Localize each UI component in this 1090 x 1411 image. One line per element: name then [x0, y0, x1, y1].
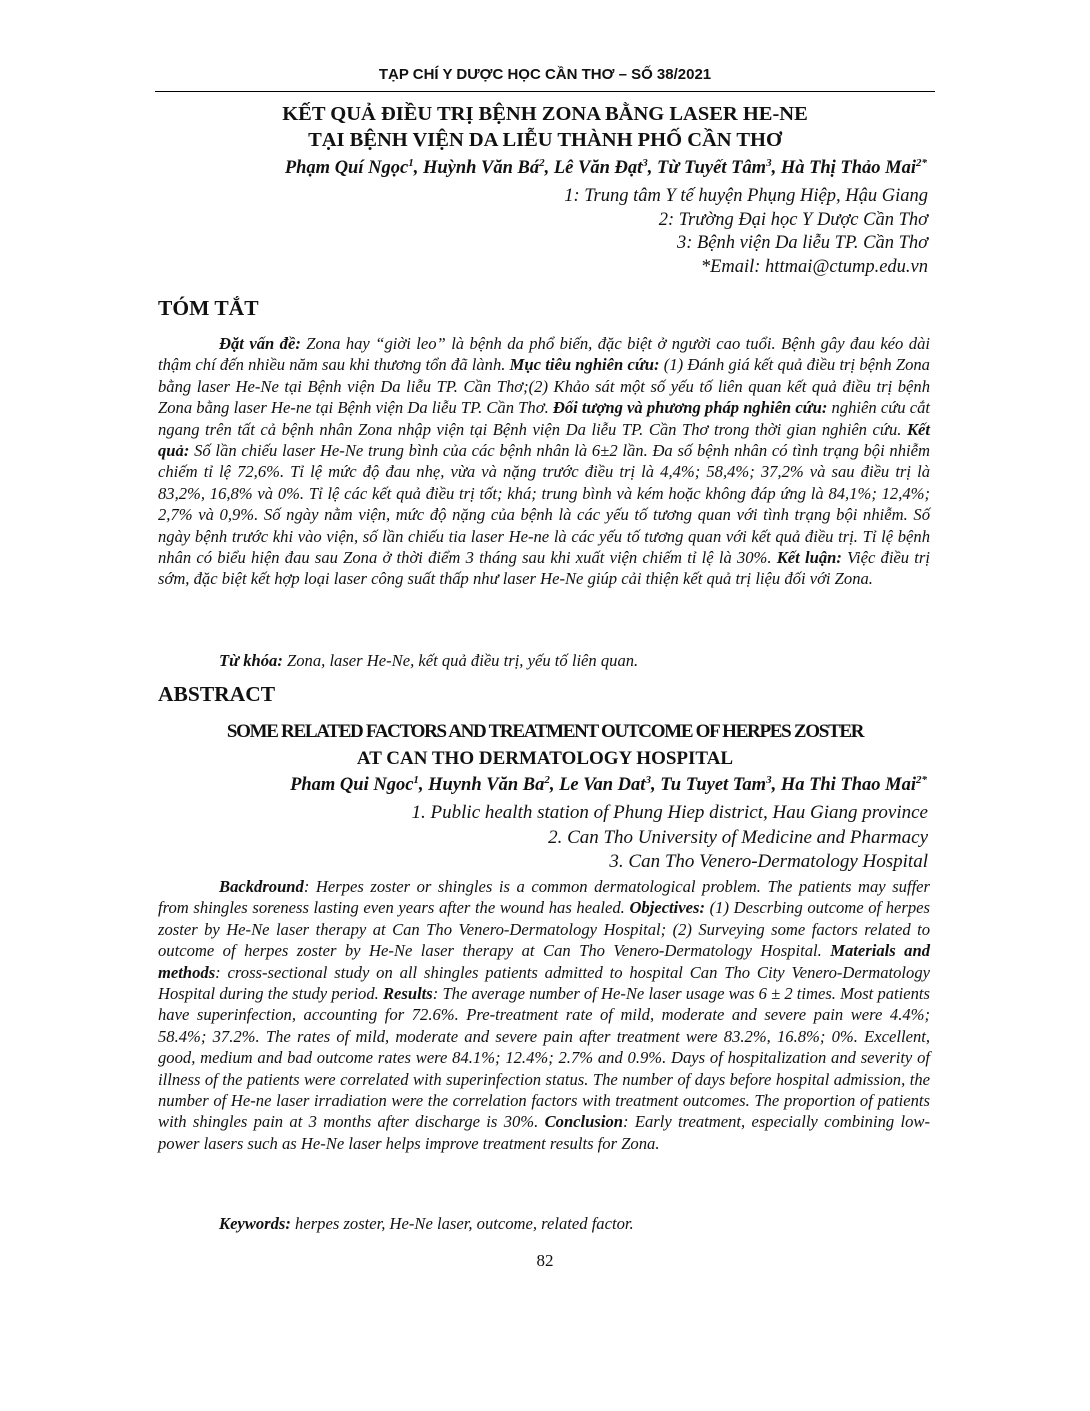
abstract-text: : cross-sectional study on all shingles patients admitted to hospital Can Tho City Venero-Dermatology Hospital during the study period. [158, 962, 930, 1004]
summary-text: nghiên cứu cắt ngang trên tất cả bệnh nhân Zona nhập viện tại Bệnh viện Da liễu TP. Cần Thơ trong thời gian nghiên cứu. [158, 398, 931, 439]
vi-keywords [158, 650, 930, 671]
vi-title-line1: KẾT QUẢ ĐIỀU TRỊ BỆNH ZONA BẰNG LASER HE-NE [282, 103, 808, 125]
vi-title-line2: TẠI BỆNH VIỆN DA LIỄU THÀNH PHỐ CẦN THƠ [308, 129, 782, 151]
keywords-text: Zona, laser He-Ne, kết quả điều trị, yếu tố liên quan. [282, 651, 639, 670]
author-name: Huynh Văn Ba [428, 775, 545, 796]
en-abstract [158, 876, 930, 1154]
author-sup: 1 [408, 157, 414, 169]
author-sup: 2 [544, 774, 550, 786]
author-sup: 3 [645, 774, 651, 786]
vi-author-list [285, 157, 927, 179]
author-sep: , [771, 158, 781, 179]
author-sep: , [418, 775, 429, 796]
en-title-line2: AT CAN THO DERMATOLOGY HOSPITAL [356, 748, 734, 769]
keywords-text: herpes zoster, He-Ne laser, outcome, related factor. [290, 1214, 634, 1233]
affiliation-line: 1. Public health station of Phung Hiep district, Hau Giang province [411, 802, 928, 823]
author-name: Pham Qui Ngoc [290, 775, 414, 796]
abstract-label: Results [382, 984, 433, 1004]
author-sep: , [413, 158, 423, 179]
author-name: Lê Văn Đạt [553, 158, 643, 179]
en-keywords [158, 1213, 930, 1234]
author-sep: , [771, 775, 781, 796]
summary-text: Số lần chiếu laser He-Ne trung bình của các bệnh nhân là 6±2 lần. Đa số bệnh nhân có tình trạng bội nhiễm chiếm tỉ lệ 72,6%. Tỉ lệ mức độ đau nhẹ, vừa và nặng trước điều trị là 4,4%; 58,4%; 37,2% và sau điều trị là 83,2%, 16,8% và 0%. Tỉ lệ các kết quả điều trị tốt; khá; trung bình và kém hoặc không đáp ứng là 84,1%; 12,4%; 2,7% và 0,9%. Số ngày nằm viện, mức độ nặng của bệnh là các yếu tố tương quan với tình trạng bội nhiễm. Số ngày bệnh trước khi vào viện, số lần chiếu tia laser He-ne là các yếu tố tương quan với kết quả điều trị. Tỉ lệ bệnh nhân có biểu hiện đau sau Zona ở thời điểm 3 tháng sau khi xuất viện chiếm tỉ lệ là 30%. [158, 441, 930, 568]
author-sup: 2 [539, 157, 545, 169]
affiliation-line: 2. Can Tho University of Medicine and Pharmacy [548, 826, 928, 848]
vi-title [155, 101, 935, 153]
summary-label: Đối tượng và phương pháp nghiên cứu: [552, 398, 828, 418]
abstract-label: Backdround [219, 877, 304, 896]
summary-text: Việc điều trị sớm, đặc biệt kết hợp loại laser công suất thấp như laser He-Ne giúp cải thiện kết quả trị liệu đối với Zona. [158, 548, 930, 589]
abstract-label: Materials and methods [158, 941, 930, 982]
author-sup: 3 [642, 157, 648, 169]
summary-text: (1) Đánh giá kết quả điều trị bệnh Zona bằng laser He-Ne tại Bệnh viện Da liễu TP. Cần Thơ;(2) Khảo sát một số yếu tố liên quan kết quả điều trị bệnh Zona bằng laser He-ne tại Bệnh viện Da liễu TP. Cần Thơ. [158, 355, 930, 418]
author-name: Tu Tuyet Tam [660, 775, 767, 796]
header-rule [155, 91, 935, 92]
author-name: Le Van Dat [559, 775, 646, 796]
author-name: Hà Thị Thảo Mai [780, 158, 916, 179]
author-sep: , [647, 158, 658, 179]
summary-label: Mục tiêu nghiên cứu: [509, 355, 660, 375]
abstract-heading: ABSTRACT [158, 682, 276, 706]
keywords-label: Từ khóa: [219, 651, 283, 670]
summary-label: Đặt vấn đề: [219, 334, 301, 353]
author-sup: 2* [916, 774, 927, 786]
en-title [155, 718, 935, 772]
abstract-label: Objectives: [629, 898, 705, 918]
author-sep: , [549, 775, 560, 796]
en-affiliations [412, 801, 928, 875]
en-author-list [290, 774, 927, 796]
page-number: 82 [536, 1251, 554, 1270]
summary-text: Zona hay “giời leo” là bệnh da phổ biến, đặc biệt ở người cao tuổi. Bệnh gây đau kéo dài thậm chí đến nhiều năm sau khi thương tổn đã lành. [158, 334, 930, 375]
author-sep: , [650, 775, 661, 796]
en-title-line1: SOME RELATED FACTORS AND TREATMENT OUTCOME OF HERPES ZOSTER [226, 721, 864, 742]
author-sup: 3 [766, 157, 772, 169]
journal-header: TẠP CHÍ Y DƯỢC HỌC CẦN THƠ – SỐ 38/2021 [378, 66, 712, 83]
keywords-label: Keywords: [219, 1214, 291, 1233]
affiliation-line: 3: Bệnh viện Da liễu TP. Cần Thơ [676, 233, 928, 254]
author-sup: 1 [413, 774, 419, 786]
summary-label: Kết quả: [158, 419, 930, 461]
vi-summary [158, 333, 930, 590]
abstract-label: Conclusion [544, 1112, 623, 1132]
abstract-text: : Early treatment, especially combining low-power lasers such as He-Ne laser helps improve treatment results for Zona. [158, 1112, 930, 1153]
affiliation-line: 3. Can Tho Venero-Dermatology Hospital [609, 851, 928, 872]
vi-affiliations [564, 185, 928, 280]
abstract-text: (1) Descrbing outcome of herpes zoster by He-Ne laser therapy at Can Tho Venero-Dermatology Hospital; (2) Surveying some factors related to outcome of herpes zoster by He-Ne laser therapy at Can Tho Venero-Dermatology Hospital. [158, 898, 930, 961]
abstract-text: : Herpes zoster or shingles is a common dermatological problem. The patients may suffer from shingles soreness lasting even years after the wound has healed. [158, 877, 930, 918]
author-name: Từ Tuyết Tâm [657, 158, 767, 179]
email-line: *Email: httmai@ctump.edu.vn [700, 257, 928, 278]
abstract-text: : The average number of He-Ne laser usage was 6 ± 2 times. Most patients have superinfection, accounting for 72.6%. Pre-treatment rate of mild, moderate and severe pain were 4.4%; 58.4%; 37.2%. The rates of mild, moderate and severe pain after treatment were 83.2%, 16.8%; 0%. Excellent, good, medium and bad outcome rates were 84.1%; 12.4%; 2.7% and 0.9%. Days of hospitalization and severity of illness of the patients were correlated with superinfection status. The number of days before hospital admission, the number of He-ne laser irradiation were the correlation factors with treatment outcomes. The proportion of patients with shingles pain at 3 months after discharge is 30%. [158, 984, 930, 1132]
author-sup: 2* [916, 157, 927, 169]
affiliation-line: 2: Trường Đại học Y Dược Cần Thơ [658, 209, 928, 230]
summary-label: Kết luận: [776, 548, 842, 568]
summary-heading: TÓM TẮT [158, 296, 259, 320]
author-name: Huỳnh Văn Bá [422, 158, 540, 179]
author-name: Ha Thi Thao Mai [780, 775, 916, 796]
author-name: Phạm Quí Ngọc [284, 158, 409, 179]
affiliation-line: 1: Trung tâm Y tế huyện Phụng Hiệp, Hậu Giang [564, 186, 928, 206]
author-sup: 3 [766, 774, 772, 786]
author-sep: , [544, 158, 554, 179]
